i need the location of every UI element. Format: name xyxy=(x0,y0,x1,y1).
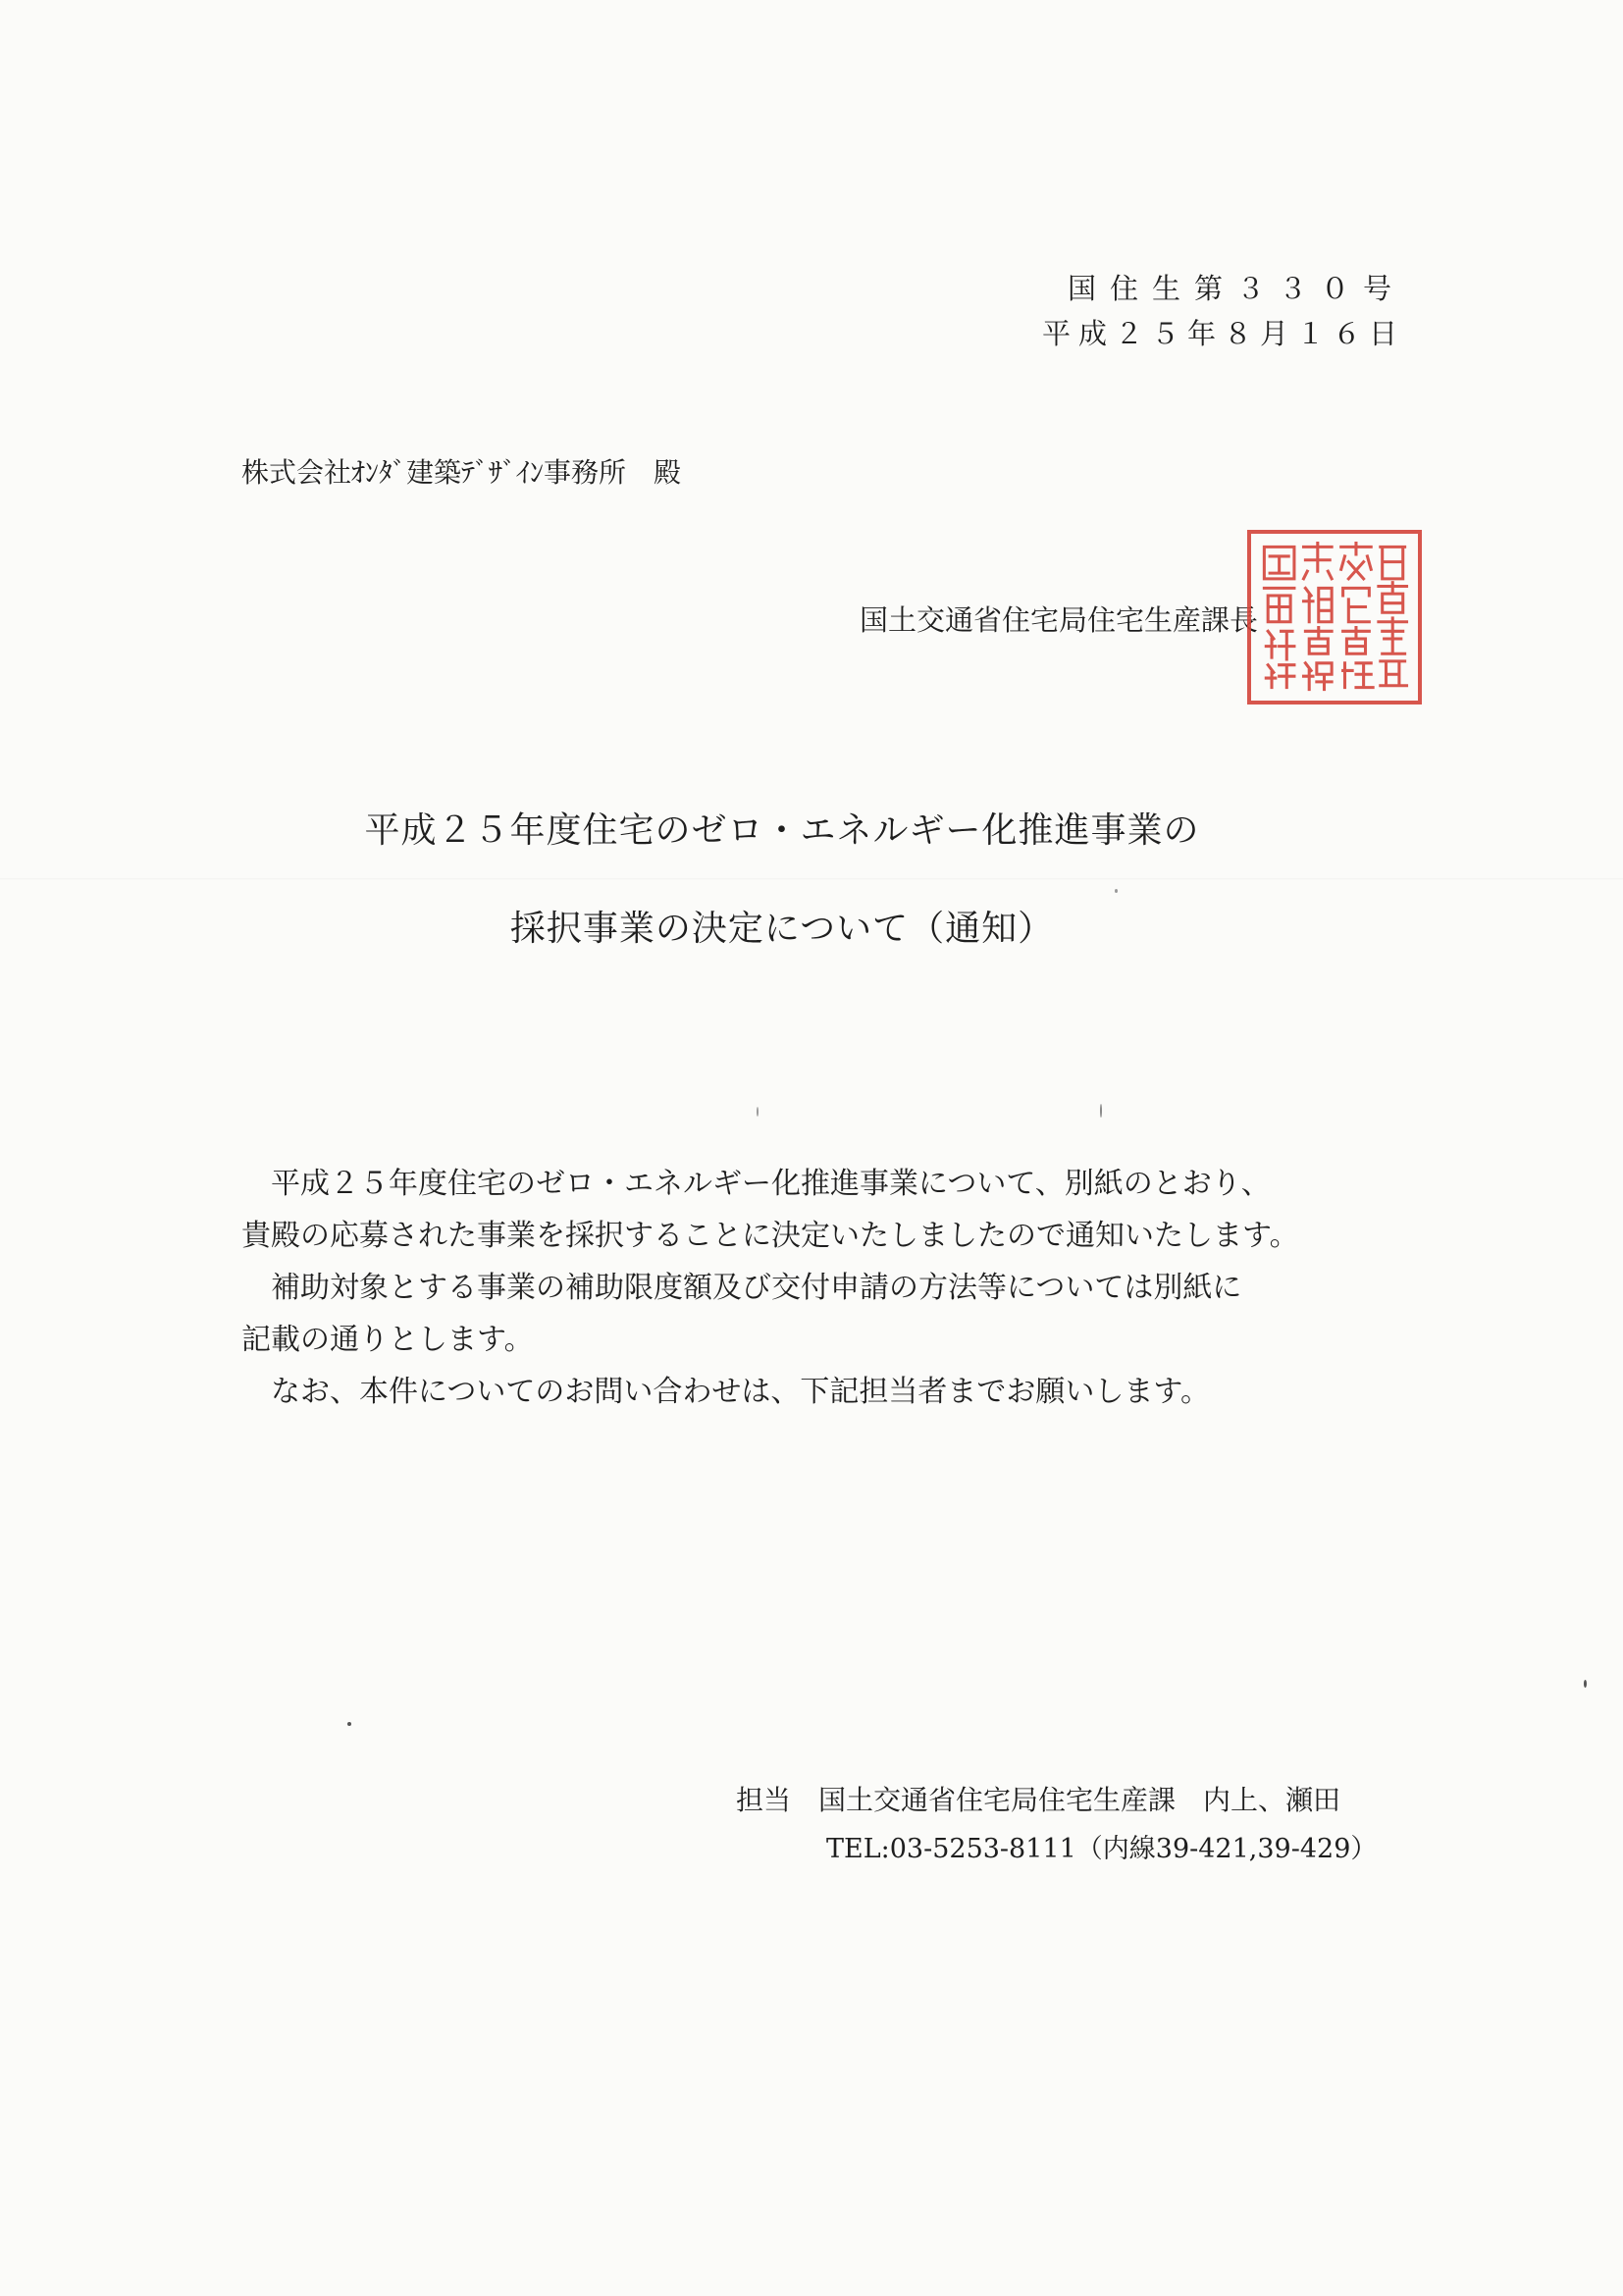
document-date: 平成２５年８月１６日 xyxy=(1041,317,1405,350)
scan-speck xyxy=(1115,889,1118,893)
title-line-2: 採択事業の決定について（通知） xyxy=(509,909,1055,949)
body-line-5: なお、本件についてのお問い合わせは、下記担当者までお願いします。 xyxy=(271,1375,1210,1409)
contact-phone: TEL:03-5253-8111（内線39-421,39-429） xyxy=(826,1834,1378,1864)
scan-speck xyxy=(1584,1680,1587,1688)
contact-block xyxy=(736,1776,1377,1874)
title-line-1: 平成２５年度住宅のゼロ・エネルギー化推進事業の xyxy=(364,810,1200,851)
official-seal-icon xyxy=(1247,530,1422,704)
scan-speck xyxy=(347,1722,351,1726)
body-line-3: 補助対象とする事業の補助限度額及び交付申請の方法等については別紙に xyxy=(271,1271,1242,1305)
document-number: 国住生第３３０号 xyxy=(1067,272,1405,305)
body-line-4: 記載の通りとします。 xyxy=(241,1323,534,1357)
body-text xyxy=(241,1158,1439,1418)
paper-fold-line xyxy=(0,878,1623,880)
addressee: 株式会社ｵﾝﾀﾞ建築ﾃﾞｻﾞｲﾝ事務所 殿 xyxy=(241,456,682,489)
body-line-2: 貴殿の応募された事業を採択することに決定いたしましたので通知いたします。 xyxy=(241,1219,1299,1253)
contact-person: 担当 国土交通省住宅局住宅生産課 内上、瀬田 xyxy=(736,1784,1341,1816)
sender-title: 国土交通省住宅局住宅生産課長 xyxy=(860,603,1259,637)
scan-speck xyxy=(757,1107,759,1117)
body-line-1: 平成２５年度住宅のゼロ・エネルギー化推進事業について、別紙のとおり、 xyxy=(271,1167,1271,1201)
scan-speck xyxy=(1100,1104,1102,1118)
